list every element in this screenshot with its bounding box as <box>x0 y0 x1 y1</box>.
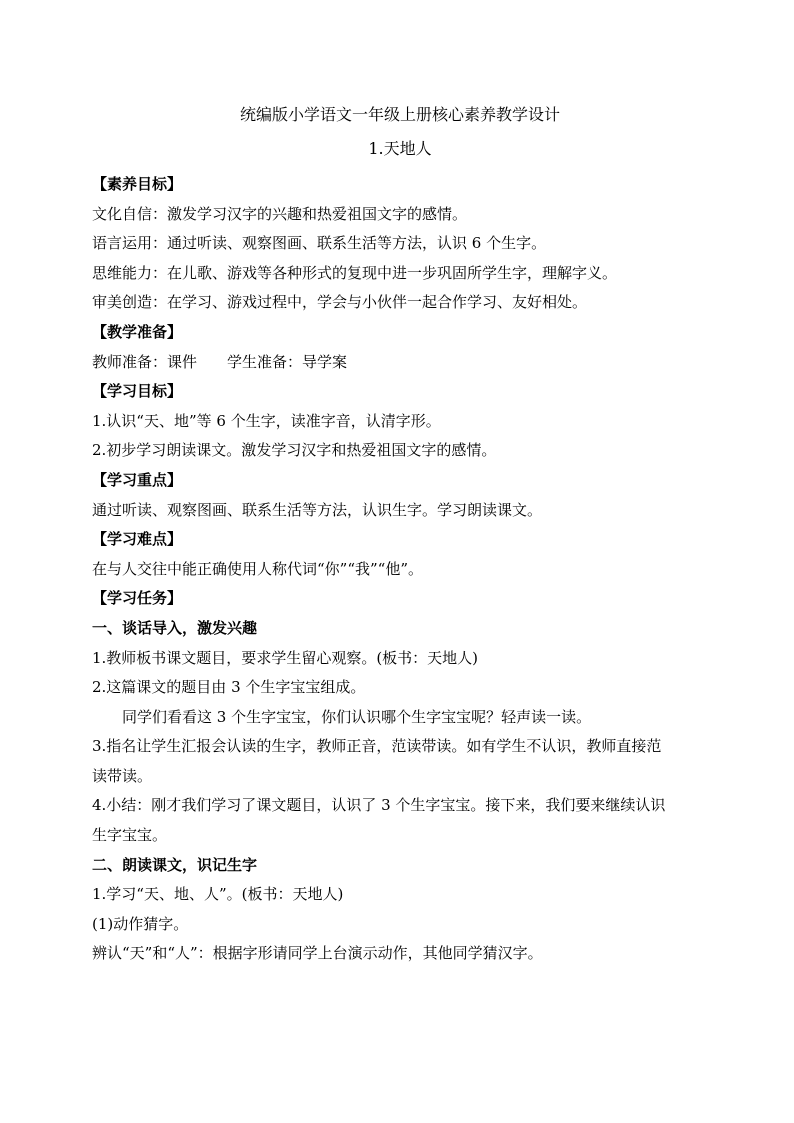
document-title: 统编版小学语文一年级上册核心素养教学设计 <box>239 105 560 124</box>
task-1-heading: 一、谈话导入，激发兴趣 <box>92 618 258 637</box>
document-body <box>92 170 708 969</box>
task-1-step-4-cont: 生字宝宝。 <box>92 826 168 845</box>
task-2-step-1: 1.学习“天、地、人”。(板书：天地人) <box>92 885 344 904</box>
task-1-step-3: 3.指名让学生汇报会认读的生字，教师正音，范读带读。如有学生不认识，教师直接范 <box>92 737 662 756</box>
section-heading-learning-goals: 【学习目标】 <box>92 382 183 401</box>
section-heading-difficulties: 【学习难点】 <box>92 530 183 549</box>
goal-aesthetic: 审美创造：在学习、游戏过程中，学会与小伙伴一起合作学习、友好相处。 <box>92 293 588 312</box>
section-heading-tasks: 【学习任务】 <box>92 589 183 608</box>
lesson-title: 1.天地人 <box>368 139 432 158</box>
task-1-step-2: 2.这篇课文的题目由 3 个生字宝宝组成。 <box>92 678 366 697</box>
section-heading-preparation: 【教学准备】 <box>92 322 183 341</box>
task-1-step-4: 4.小结：刚才我们学习了课文题目，认识了 3 个生字宝宝。接下来，我们要来继续认识 <box>92 796 666 815</box>
section-heading-key-points: 【学习重点】 <box>92 470 183 489</box>
difficulties-text: 在与人交往中能正确使用人称代词“你”“我”“他”。 <box>92 559 424 578</box>
section-heading-literacy-goals: 【素养目标】 <box>92 175 183 193</box>
task-1-step-1: 1.教师板书课文题目，要求学生留心观察。(板书：天地人) <box>92 648 479 667</box>
learning-goal-1: 1.认识“天、地”等 6 个生字，读准字音，认清字形。 <box>92 411 441 430</box>
learning-goal-2: 2.初步学习朗读课文。激发学习汉字和热爱祖国文字的感情。 <box>92 441 497 460</box>
task-2-substep-1: (1)动作猜字。 <box>92 914 189 933</box>
task-1-step-3-cont: 读带读。 <box>92 766 153 785</box>
preparation-text: 教师准备：课件 学生准备：导学案 <box>92 352 348 371</box>
goal-culture: 文化自信：激发学习汉字的兴趣和热爱祖国文字的感情。 <box>92 204 468 223</box>
task-2-heading: 二、朗读课文，识记生字 <box>92 855 258 874</box>
goal-language: 语言运用：通过听读、观察图画、联系生活等方法，认识 6 个生字。 <box>92 234 547 253</box>
task-2-substep-1-detail: 辨认“天”和“人”：根据字形请同学上台演示动作，其他同学猜汉字。 <box>92 944 543 963</box>
task-1-step-2-detail: 同学们看看这 3 个生字宝宝，你们认识哪个生字宝宝呢？轻声读一读。 <box>122 707 592 726</box>
key-points-text: 通过听读、观察图画、联系生活等方法，认识生字。学习朗读课文。 <box>92 500 543 519</box>
goal-thinking: 思维能力：在儿歌、游戏等各种形式的复现中进一步巩固所学生字，理解字义。 <box>92 263 618 282</box>
document-page <box>92 100 708 969</box>
